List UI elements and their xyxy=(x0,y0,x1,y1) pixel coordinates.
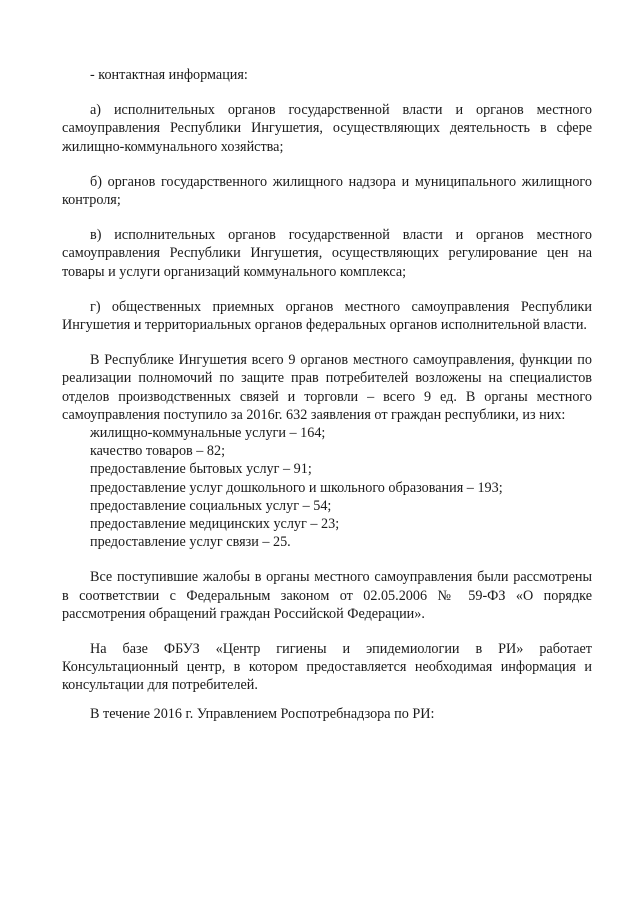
complaint-item: качество товаров – 82; xyxy=(90,443,226,460)
document-page xyxy=(62,66,592,723)
contact-heading: - контактная информация: xyxy=(90,67,248,83)
center-paragraph: На базе ФБУЗ «Центр гигиены и эпидемиологии в РИ» работает Консультационный центр, в котором предоставляется необходимая информация и консультации для потребителей. xyxy=(62,641,592,694)
closing-line: В течение 2016 г. Управлением Роспотребнадзора по РИ: xyxy=(90,705,435,722)
summary-paragraph: В Республике Ингушетия всего 9 органов местного самоуправления, функции по реализации полномочий по защите прав потребителей возложены на специалистов отделов производственных связей и торговли – всего 9 ед. В органы местного самоуправления поступило за 2016г. 632 заявления от граждан республики, из них: xyxy=(62,352,592,423)
complaint-item: предоставление услуг связи – 25. xyxy=(90,534,291,551)
contact-item-g: г) общественных приемных органов местного самоуправления Республики Ингушетия и территориальных органов федеральных органов исполнительной власти. xyxy=(62,298,592,334)
complaint-item: предоставление бытовых услуг – 91; xyxy=(90,461,312,478)
complaint-item: предоставление услуг дошкольного и школьного образования – 193; xyxy=(90,479,503,496)
contact-item-a: а) исполнительных органов государственной власти и органов местного самоуправления Республики Ингушетия, осуществляющих деятельность в сфере жилищно-коммунального хозяйства; xyxy=(62,102,592,155)
complaint-item: жилищно-коммунальные услуги – 164; xyxy=(90,425,326,442)
complaint-item: предоставление медицинских услуг – 23; xyxy=(90,516,340,533)
complaint-item: предоставление социальных услуг – 54; xyxy=(90,497,332,514)
law-paragraph: Все поступившие жалобы в органы местного самоуправления были рассмотрены в соответствии с Федеральным законом от 02.05.2006 № 59-ФЗ «О порядке рассмотрения обращений граждан Российской Федерации». xyxy=(62,569,592,622)
contact-item-b: б) органов государственного жилищного надзора и муниципального жилищного контроля; xyxy=(62,173,592,209)
contact-item-v: в) исполнительных органов государственной власти и органов местного самоуправления Республики Ингушетия, осуществляющих регулирование цен на товары и услуги организаций коммунального комплекса; xyxy=(62,227,592,280)
